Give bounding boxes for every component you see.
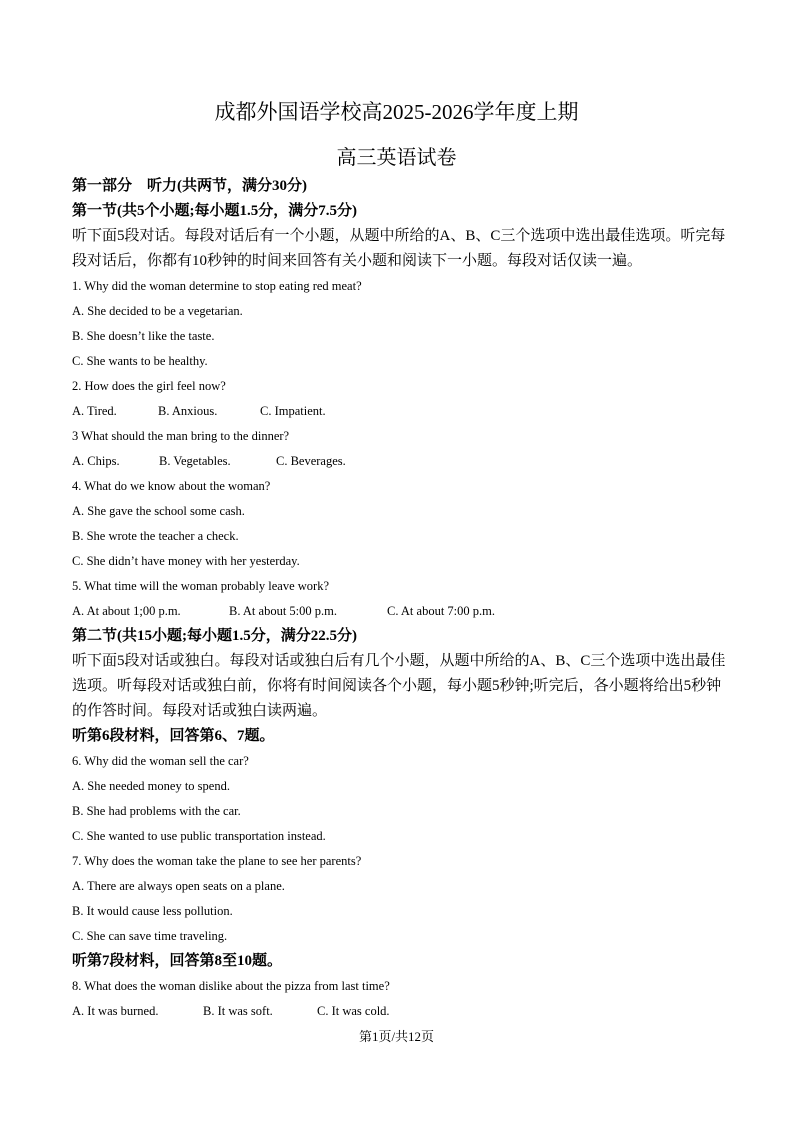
section1-instructions: 听下面5段对话。每段对话后有一个小题，从题中所给的A、B、C三个选项中选出最佳选项。听完每段对话后，你都有10秒钟的时间来回答有关小题和阅读下一小题。每段对话仅读一遍。 <box>72 228 726 269</box>
exam-subtitle: 高三英语试卷 <box>336 147 457 169</box>
question-6: 6. Why did the woman sell the car? <box>72 754 249 768</box>
question-2: 2. How does the girl feel now? <box>72 379 226 393</box>
material-6-heading: 听第6段材料，回答第6、7题。 <box>72 728 275 744</box>
question-4: 4. What do we know about the woman? <box>72 479 271 493</box>
q7-option-a: A. There are always open seats on a plane. <box>72 879 285 893</box>
section1-heading: 第一节(共5个小题;每小题1.5分，满分7.5分) <box>72 203 357 219</box>
question-5: 5. What time will the woman probably leave work? <box>72 579 329 593</box>
part1-heading: 第一部分 听力(共两节，满分30分) <box>72 178 307 194</box>
q8-option-a: A. It was burned. <box>72 1004 159 1018</box>
exam-title: 成都外国语学校高2025-2026学年度上期 <box>214 100 579 124</box>
q1-option-c: C. She wants to be healthy. <box>72 354 208 368</box>
q5-option-b: B. At about 5:00 p.m. <box>229 604 337 618</box>
q8-option-b: B. It was soft. <box>203 1004 273 1018</box>
q5-options <box>72 599 732 624</box>
q3-options <box>72 449 732 474</box>
q4-option-b: B. She wrote the teacher a check. <box>72 529 239 543</box>
q4-option-c: C. She didn’t have money with her yesterday. <box>72 554 300 568</box>
q5-option-c: C. At about 7:00 p.m. <box>387 604 495 618</box>
material-7-heading: 听第7段材料，回答第8至10题。 <box>72 953 283 969</box>
question-8: 8. What does the woman dislike about the pizza from last time? <box>72 979 390 993</box>
q8-option-c: C. It was cold. <box>317 1004 390 1018</box>
q3-option-a: A. Chips. <box>72 454 120 468</box>
section2-heading: 第二节(共15小题;每小题1.5分，满分22.5分) <box>72 628 357 644</box>
q4-option-a: A. She gave the school some cash. <box>72 504 245 518</box>
q2-option-a: A. Tired. <box>72 404 117 418</box>
page-footer: 第1页/共12页 <box>358 1029 435 1044</box>
q7-option-c: C. She can save time traveling. <box>72 929 228 943</box>
q2-options <box>72 399 732 424</box>
section2-instructions: 听下面5段对话或独白。每段对话或独白后有几个小题，从题中所给的A、B、C三个选项中选出最佳选项。听每段对话或独白前，你将有时间阅读各个小题，每小题5秒钟;听完后，各小题将给出5秒钟的作答时间。每段对话或独白读两遍。 <box>72 653 726 719</box>
q2-option-b: B. Anxious. <box>158 404 218 418</box>
question-1: 1. Why did the woman determine to stop eating red meat? <box>72 279 362 293</box>
q3-option-c: C. Beverages. <box>276 454 346 468</box>
exam-body <box>72 174 732 1024</box>
q1-option-b: B. She doesn’t like the taste. <box>72 329 215 343</box>
q5-option-a: A. At about 1;00 p.m. <box>72 604 181 618</box>
q7-option-b: B. It would cause less pollution. <box>72 904 233 918</box>
q1-option-a: A. She decided to be a vegetarian. <box>72 304 243 318</box>
q2-option-c: C. Impatient. <box>260 404 326 418</box>
q8-options <box>72 999 732 1024</box>
question-7: 7. Why does the woman take the plane to see her parents? <box>72 854 362 868</box>
q3-option-b: B. Vegetables. <box>159 454 231 468</box>
q6-option-b: B. She had problems with the car. <box>72 804 241 818</box>
q6-option-c: C. She wanted to use public transportation instead. <box>72 829 326 843</box>
q6-option-a: A. She needed money to spend. <box>72 779 230 793</box>
question-3: 3 What should the man bring to the dinner? <box>72 429 290 443</box>
